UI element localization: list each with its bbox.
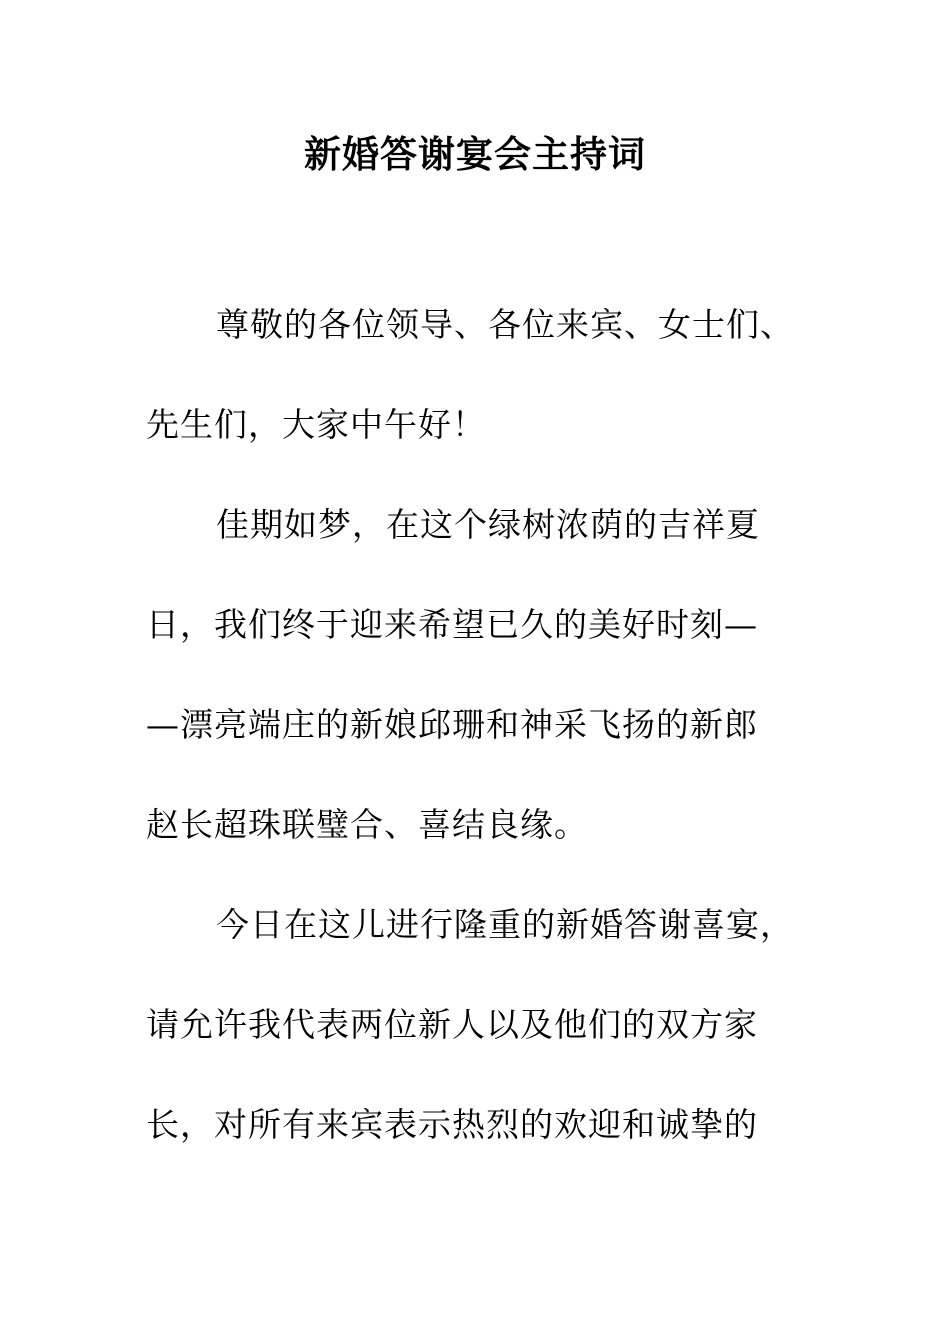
paragraph-2-line-1: 佳期如梦，在这个绿树浓荫的吉祥夏 bbox=[216, 505, 760, 544]
paragraph-3-line-2: 请允许我代表两位新人以及他们的双方家 bbox=[146, 1005, 758, 1044]
paragraph-3-line-1: 今日在这儿进行隆重的新婚答谢喜宴， bbox=[216, 905, 794, 944]
document-title: 新婚答谢宴会主持词 bbox=[304, 132, 646, 176]
paragraph-2-line-4: 赵长超珠联璧合、喜结良缘。 bbox=[146, 805, 588, 844]
paragraph-2-line-3: —漂亮端庄的新娘邱珊和神采飞扬的新郎 bbox=[146, 705, 758, 744]
paragraph-1-line-1: 尊敬的各位领导、各位来宾、女士们、 bbox=[216, 305, 794, 344]
paragraph-3-line-3: 长，对所有来宾表示热烈的欢迎和诚挚的 bbox=[146, 1105, 758, 1144]
paragraph-1-line-2: 先生们，大家中午好！ bbox=[146, 405, 486, 444]
paragraph-2-line-2: 日，我们终于迎来希望已久的美好时刻— bbox=[146, 605, 758, 644]
